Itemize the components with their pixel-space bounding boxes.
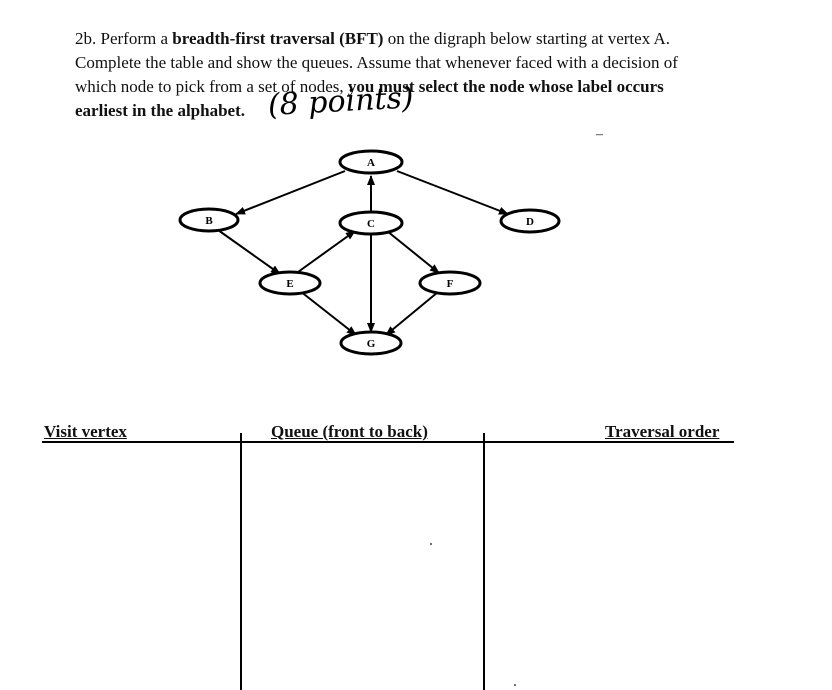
node-f-label: F [446, 278, 454, 290]
question-rule-bold: you must select the node whose label occurs [347, 77, 664, 96]
table-divider-2 [483, 433, 485, 690]
node-e [260, 272, 320, 294]
edge-e-c [298, 231, 355, 272]
node-g [341, 332, 401, 354]
scan-speck [430, 543, 432, 545]
edge-e-g [300, 291, 356, 335]
node-e-label: E [286, 278, 294, 290]
node-a [340, 151, 402, 173]
table-header-rule [42, 441, 734, 443]
node-d [501, 210, 559, 232]
question-line-2: Complete the table and show the queues. Assume that whenever faced with a decision of [75, 53, 678, 72]
node-c-label: C [367, 218, 375, 230]
table-divider-1 [240, 433, 242, 690]
edge-a-d [397, 171, 508, 214]
handwritten-points-note: (8 points) [267, 80, 415, 123]
scan-speck [514, 684, 516, 686]
table-header-visit-vertex: Visit vertex [44, 422, 127, 441]
node-b [180, 209, 238, 231]
table-header-queue: Queue (front to back) [271, 422, 428, 441]
node-d-label: D [526, 216, 534, 228]
node-b-label: B [205, 215, 213, 227]
question-line-3-start: which node to pick from a set of nodes, [75, 77, 348, 96]
edge-f-g [386, 292, 438, 335]
node-a-label: A [367, 157, 375, 169]
question-line-1-start: 2b. Perform a [75, 29, 173, 48]
question-rule-bold-end: earliest in the alphabet. [75, 101, 245, 120]
edge-a-b [236, 171, 345, 214]
edge-c-f [387, 231, 439, 273]
question-bft-term: breadth-first traversal (BFT) [172, 29, 384, 48]
stray-dash-mark: – [596, 127, 603, 142]
table-header-traversal-order: Traversal order [605, 422, 720, 441]
node-f [420, 272, 480, 294]
node-c [340, 212, 402, 234]
node-g-label: G [366, 338, 376, 350]
question-line-1-end: on the digraph below starting at vertex A. [383, 29, 671, 48]
edge-b-e [218, 230, 280, 274]
